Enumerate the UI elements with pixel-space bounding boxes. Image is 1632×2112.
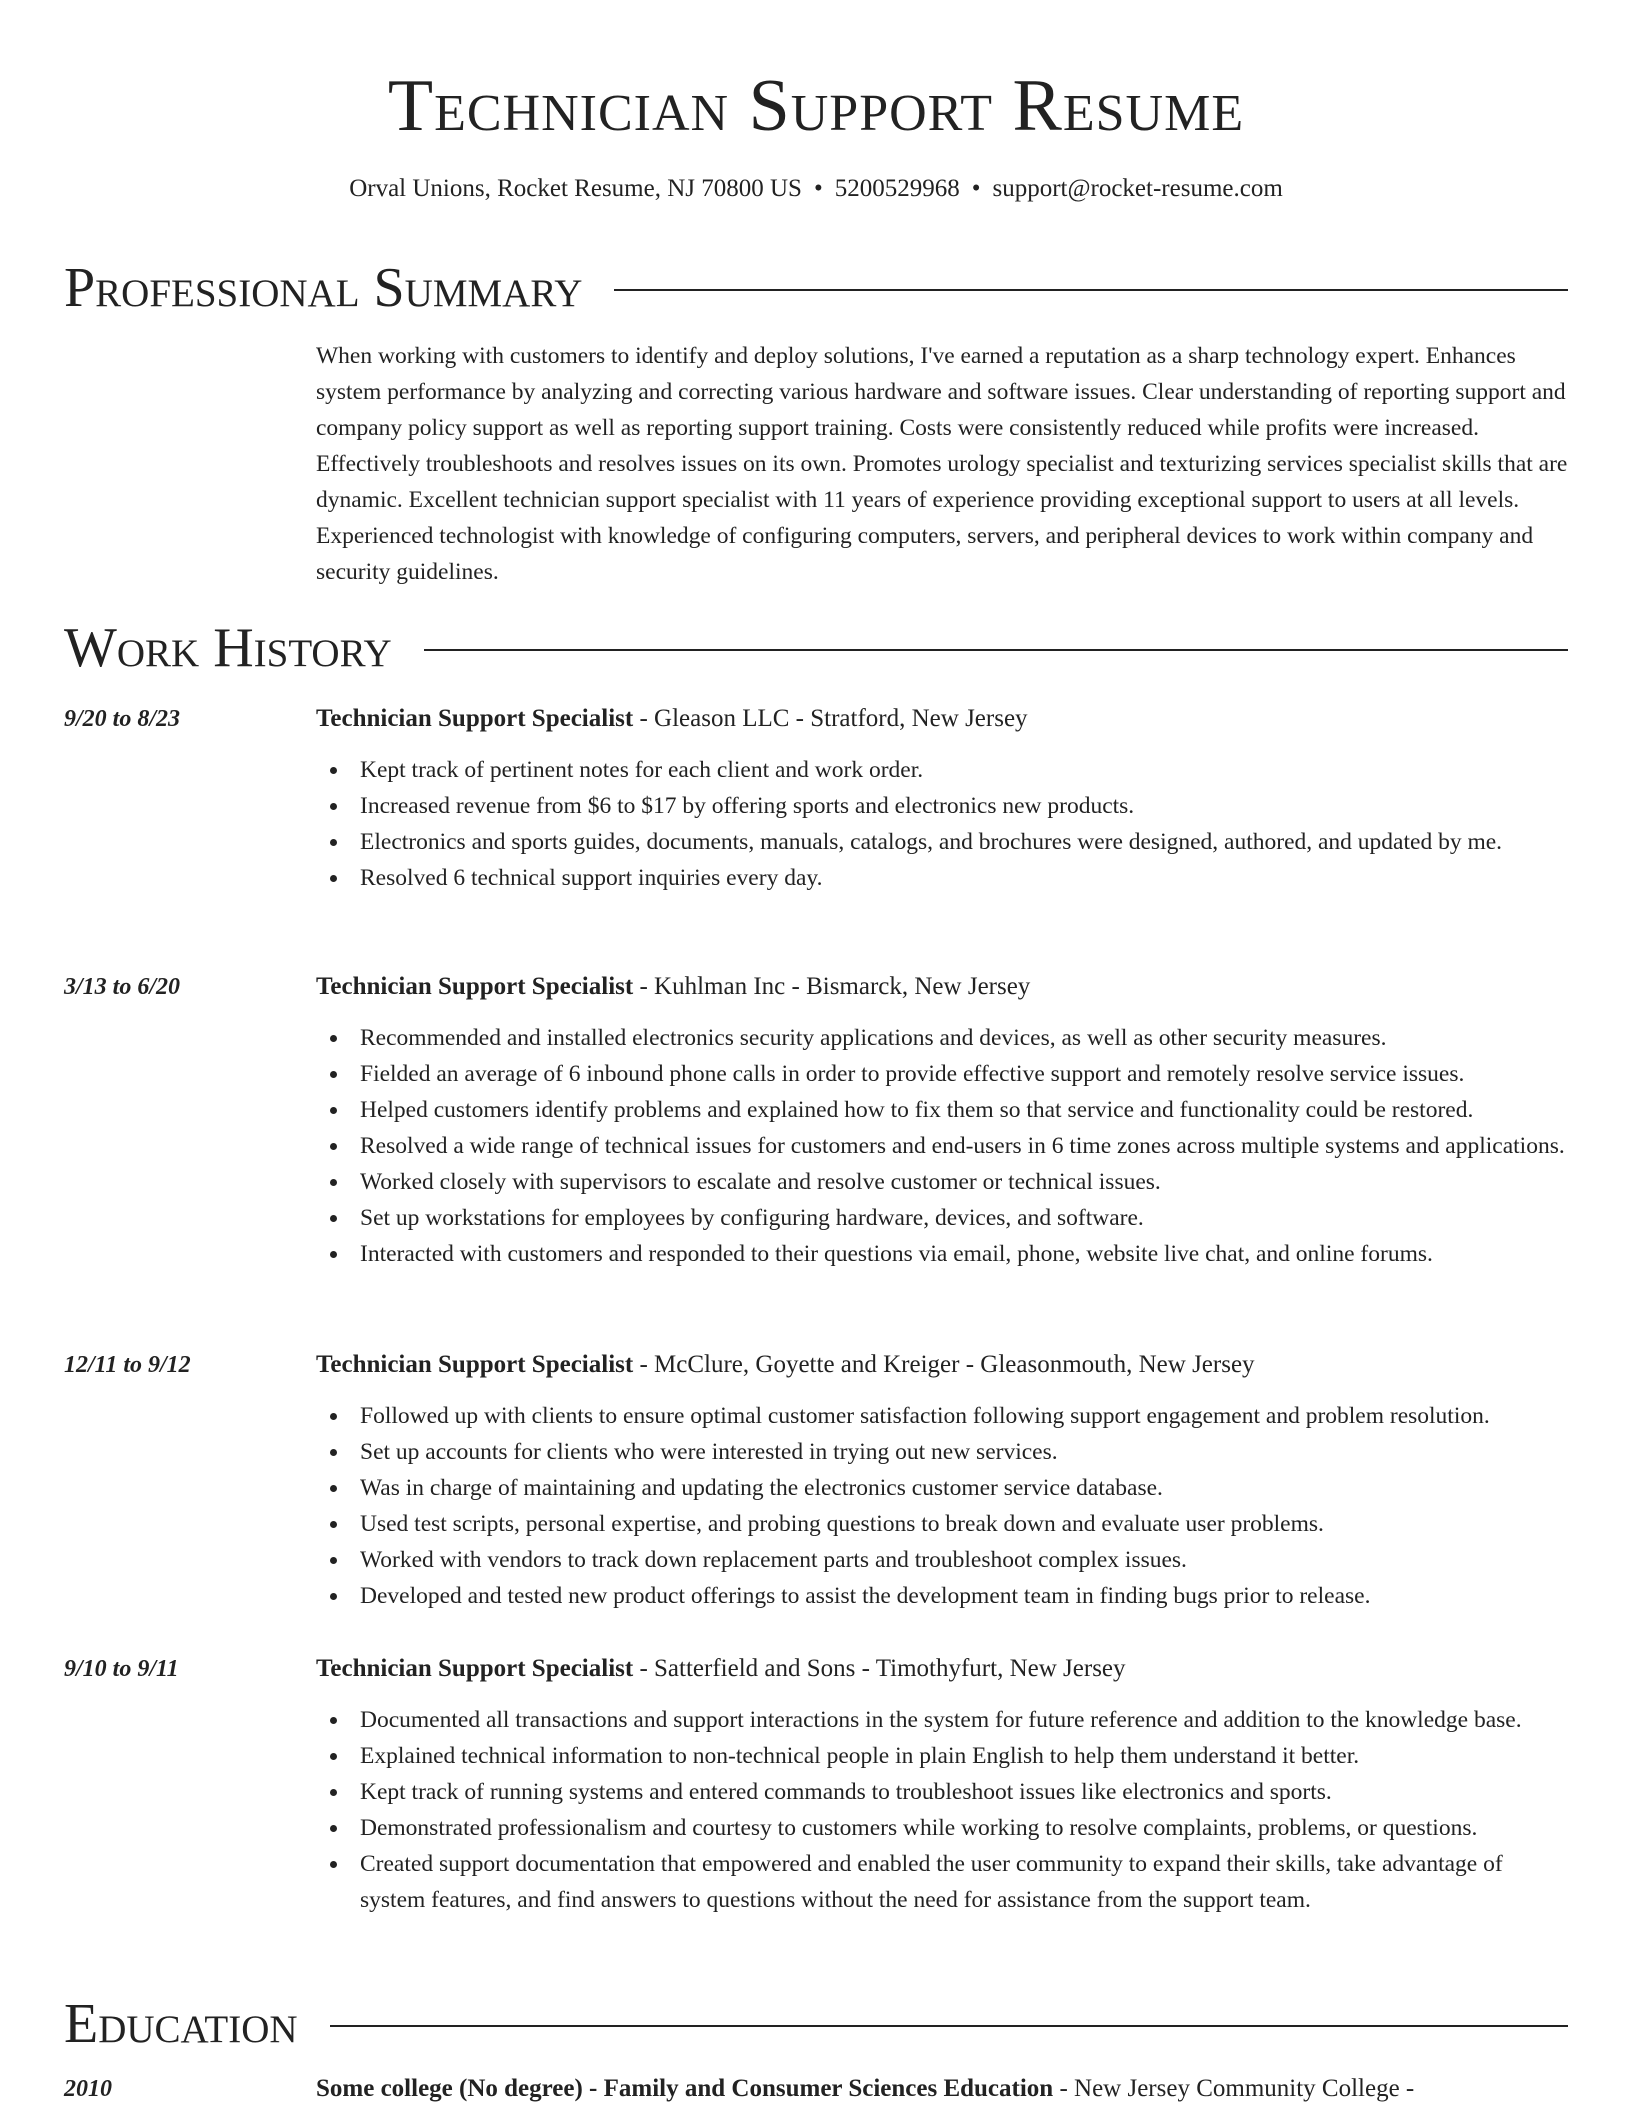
contact-phone: 5200529968 [834,175,960,202]
job-bullet: Worked with vendors to track down replacement parts and troubleshoot complex issues. [316,1542,1568,1578]
contact-address: Orval Unions, Rocket Resume, NJ 70800 US [349,175,802,202]
job-bullets [316,1702,1568,1918]
section-rule [330,2025,1568,2027]
job-header [64,970,1568,1004]
section-rule [614,289,1568,291]
job-bullet: Set up workstations for employees by configuring hardware, devices, and software. [316,1200,1568,1236]
job-bullets [316,1020,1568,1272]
summary-text: When working with customers to identify and deploy solutions, I've earned a reputation as a sharp technology expert. Enhances system performance by analyzing and correcting various hardware and software issues. Clear understanding of reporting support and company policy support as well as reporting support training. Costs were consistently reduced while profits were increased. Effectively troubleshoots and resolves issues on its own. Promotes urology specialist and texturizing services specialist skills that are dynamic. Excellent technician support specialist with 11 years of experience providing exceptional support to users at all levels. Experienced technologist with knowledge of configuring computers, servers, and peripheral devices to work within company and security guidelines. [316,343,1568,585]
job-bullet: Worked closely with supervisors to escalate and resolve customer or technical issues. [316,1164,1568,1200]
job-dates: 9/20 to 8/23 [64,706,181,732]
job-bullets [316,752,1568,896]
job-title [316,1652,1568,1686]
job-title [316,970,1568,1004]
job-bullet: Interacted with customers and responded to their questions via email, phone, website live chat, and online forums. [316,1236,1568,1272]
job-employer: - Kuhlman Inc - Bismarck, New Jersey [633,973,1031,1000]
job-bullet: Explained technical information to non-technical people in plain English to help them understand it better. [316,1738,1568,1774]
job-role: Technician Support Specialist [316,705,634,732]
job-dates: 9/10 to 9/11 [64,1656,179,1682]
job-bullet: Recommended and installed electronics security applications and devices, as well as other security measures. [316,1020,1568,1056]
job-role: Technician Support Specialist [316,1655,634,1682]
job-bullet: Increased revenue from $6 to $17 by offering sports and electronics new products. [316,788,1568,824]
education-entry [64,2072,1568,2106]
job-entry [64,970,1568,1272]
contact-line [0,172,1632,206]
job-bullet: Kept track of running systems and entered commands to troubleshoot issues like electronics and sports. [316,1774,1568,1810]
job-dates: 12/11 to 9/12 [64,1352,191,1378]
job-bullet: Used test scripts, personal expertise, and probing questions to break down and evaluate user problems. [316,1506,1568,1542]
job-bullet: Fielded an average of 6 inbound phone calls in order to provide effective support and remotely resolve service issues. [316,1056,1568,1092]
resume-title: Technician Support Resume [387,65,1245,147]
job-role: Technician Support Specialist [316,1351,634,1378]
job-employer: - Gleason LLC - Stratford, New Jersey [633,705,1028,732]
job-header [64,702,1568,736]
work-heading: Work History [64,617,392,679]
section-rule [424,649,1568,651]
job-bullet: Resolved 6 technical support inquiries every day. [316,860,1568,896]
summary-heading: Professional Summary [64,257,583,319]
job-entry [64,1652,1568,1918]
job-bullet: Resolved a wide range of technical issues for customers and end-users in 6 time zones across multiple systems and applications. [316,1128,1568,1164]
education-year: 2010 [64,2076,112,2102]
education-row [64,2072,1568,2106]
job-bullets [316,1398,1568,1614]
job-employer: - Satterfield and Sons - Timothyfurt, New Jersey [633,1655,1126,1682]
job-header [64,1652,1568,1686]
job-bullet: Kept track of pertinent notes for each client and work order. [316,752,1568,788]
education-heading: Education [64,1993,298,2055]
contact-separator: • [971,175,981,202]
job-title [316,702,1568,736]
job-title [316,1348,1568,1382]
job-bullet: Set up accounts for clients who were interested in trying out new services. [316,1434,1568,1470]
job-bullet: Created support documentation that empowered and enabled the user community to expand their skills, take advantage of system features, and find answers to questions without the need for assistance from the support team. [316,1846,1568,1918]
education-school: - New Jersey Community College - [1053,2075,1415,2102]
education-section-heading [64,1992,1568,2056]
education-details [316,2072,1568,2106]
summary-section-heading [64,256,1568,320]
job-bullet: Demonstrated professionalism and courtesy to customers while working to resolve complaints, problems, or questions. [316,1810,1568,1846]
job-header [64,1348,1568,1382]
work-section-heading [64,616,1568,680]
contact-email: support@rocket-resume.com [992,175,1283,202]
job-entry [64,1348,1568,1614]
contact-separator: • [813,175,823,202]
job-bullet: Documented all transactions and support interactions in the system for future reference and addition to the knowledge base. [316,1702,1568,1738]
job-entry [64,702,1568,896]
job-bullet: Was in charge of maintaining and updating the electronics customer service database. [316,1470,1568,1506]
job-dates: 3/13 to 6/20 [64,974,181,1000]
job-bullet: Followed up with clients to ensure optimal customer satisfaction following support engagement and problem resolution. [316,1398,1568,1434]
job-employer: - McClure, Goyette and Kreiger - Gleasonmouth, New Jersey [633,1351,1255,1378]
education-degree: Some college (No degree) - Family and Consumer Sciences Education [316,2075,1054,2102]
job-bullet: Helped customers identify problems and explained how to fix them so that service and functionality could be restored. [316,1092,1568,1128]
job-bullet: Electronics and sports guides, documents, manuals, catalogs, and brochures were designed, authored, and updated by me. [316,824,1568,860]
job-bullet: Developed and tested new product offerings to assist the development team in finding bugs prior to release. [316,1578,1568,1614]
job-role: Technician Support Specialist [316,973,634,1000]
